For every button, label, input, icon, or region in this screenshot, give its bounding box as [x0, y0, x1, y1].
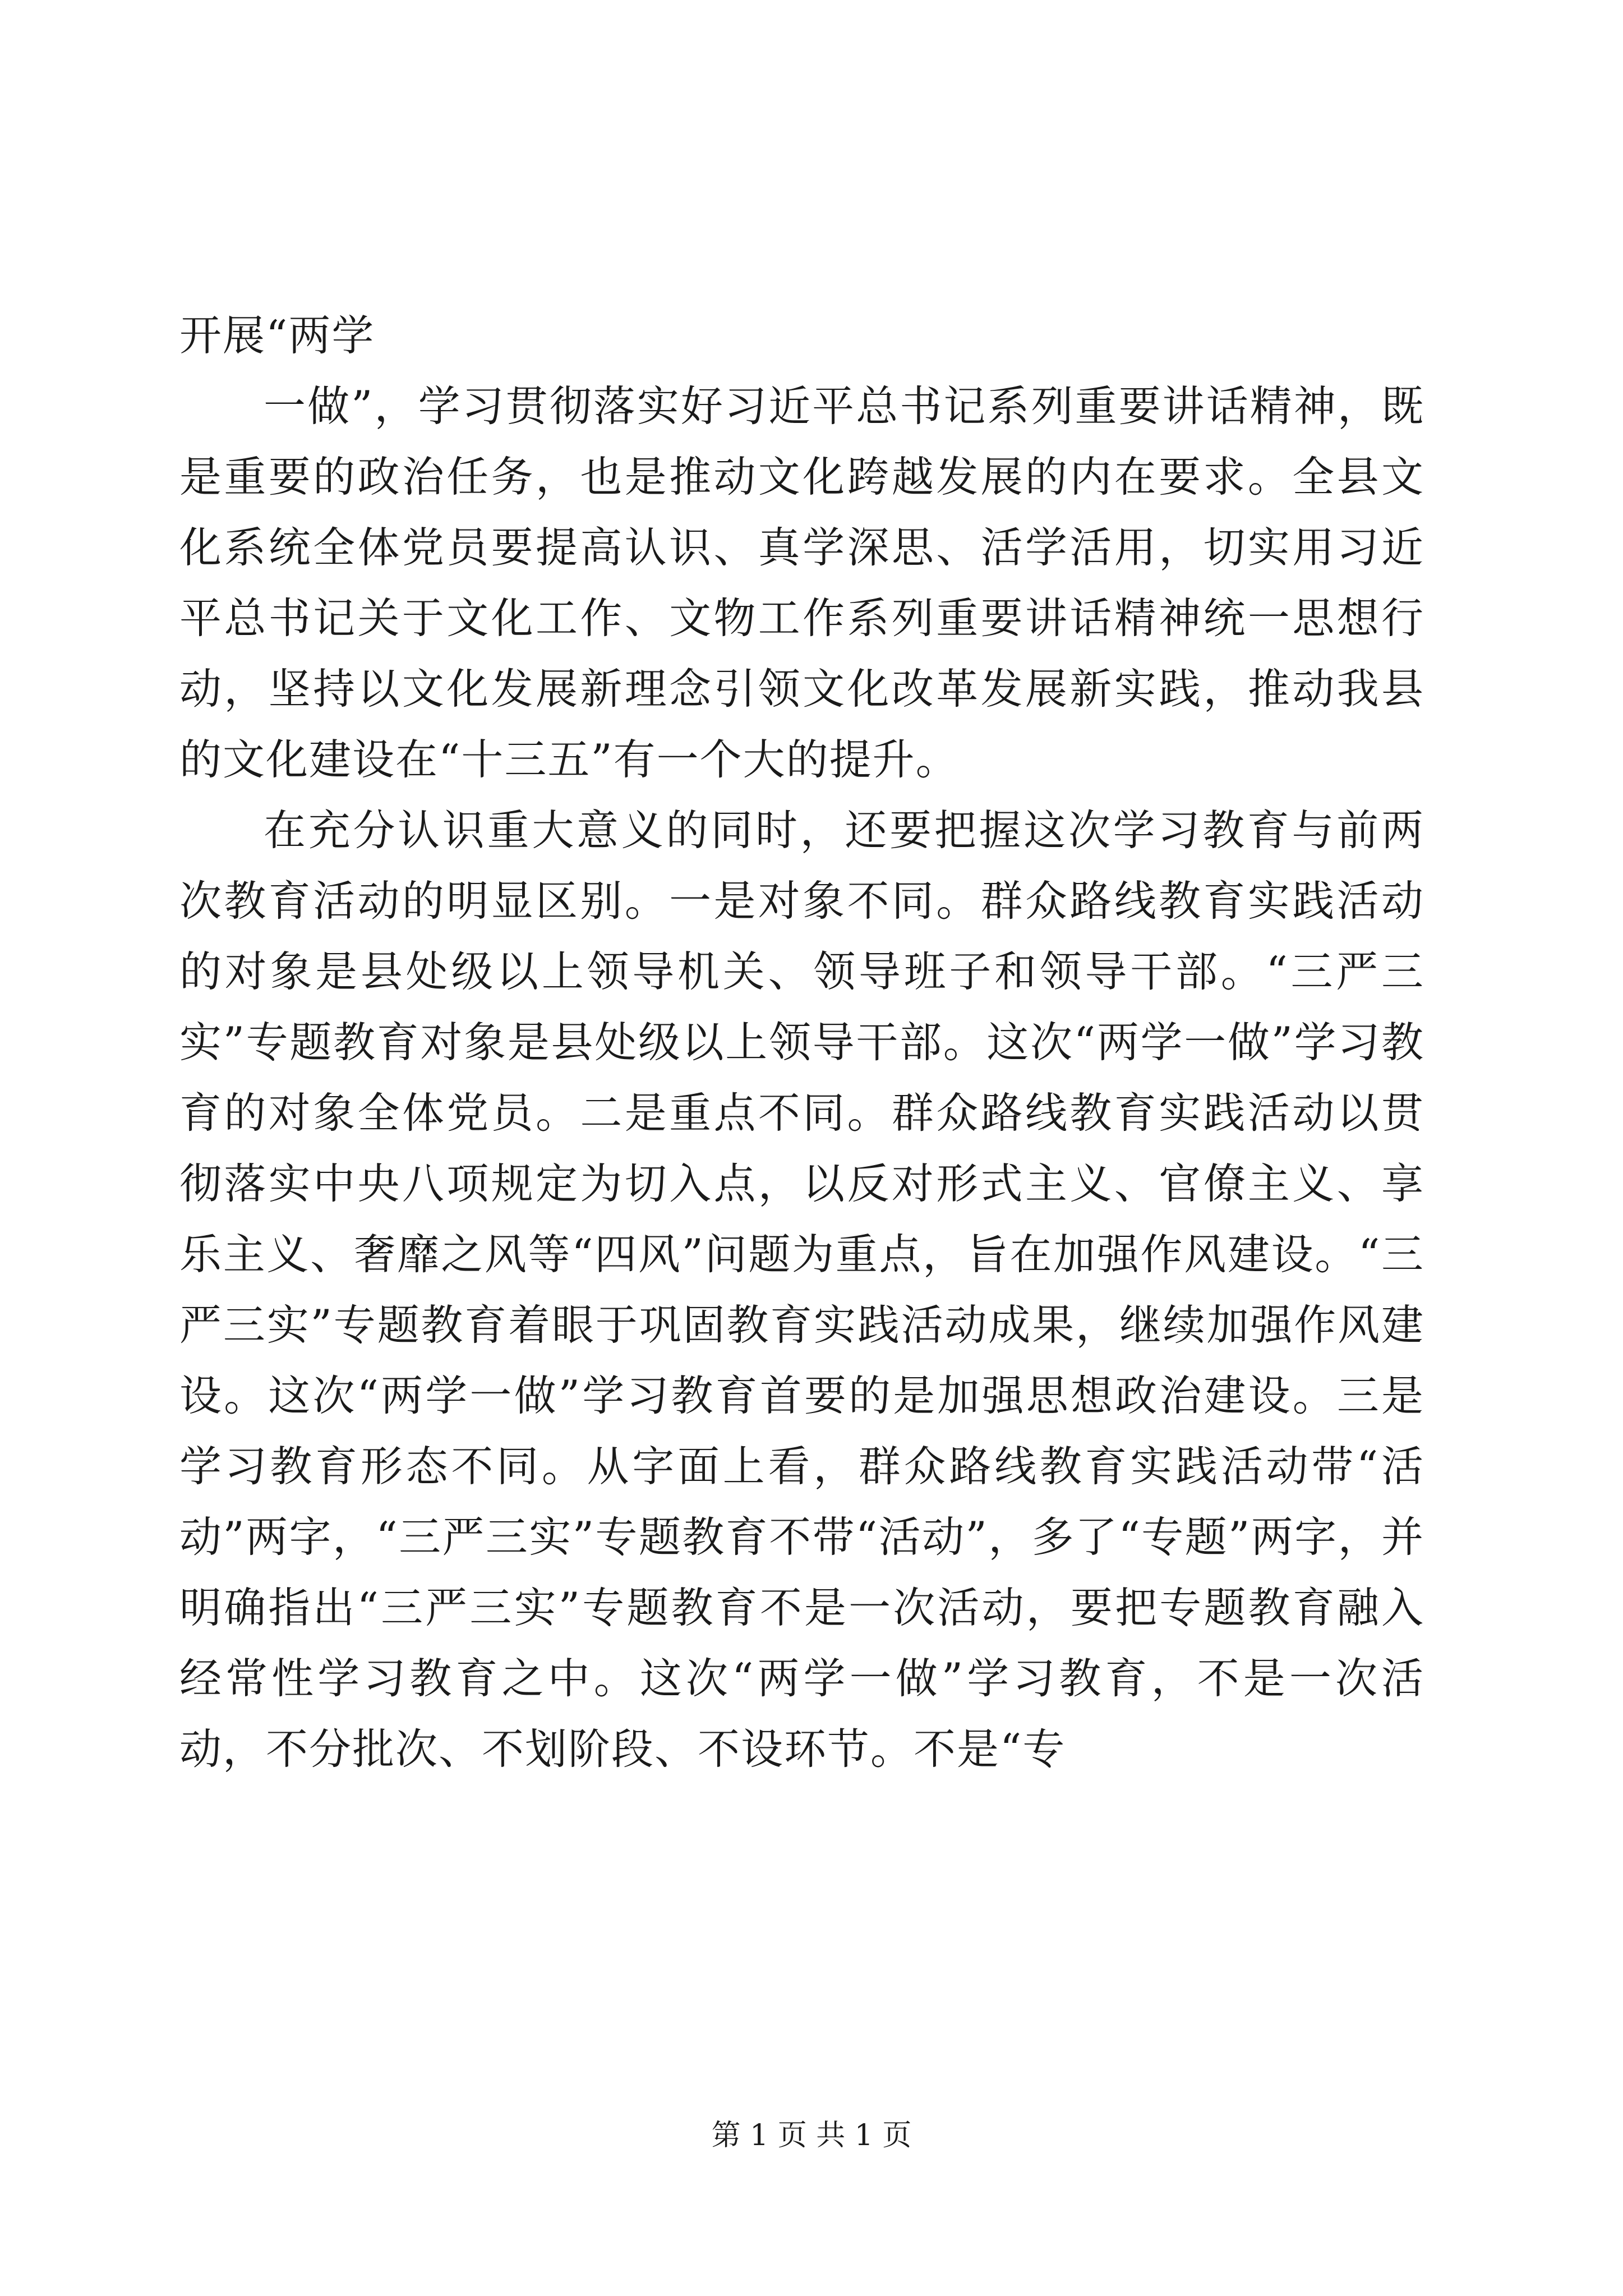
document-body	[179, 300, 1424, 1784]
paragraph-2: 在充分认识重大意义的同时，还要把握这次学习教育与前两次教育活动的明显区别。一是对象不同。群众路线教育实践活动的对象是县处级以上领导机关、领导班子和领导干部。“三严三实”专题教育对象是县处级以上领导干部。这次“两学一做”学习教育的对象全体党员。二是重点不同。群众路线教育实践活动以贯彻落实中央八项规定为切入点，以反对形式主义、官僚主义、享乐主义、奢靡之风等“四风”问题为重点，旨在加强作风建设。“三严三实”专题教育着眼于巩固教育实践活动成果，继续加强作风建设。这次“两学一做”学习教育首要的是加强思想政治建设。三是学习教育形态不同。从字面上看，群众路线教育实践活动带“活动”两字，“三严三实”专题教育不带“活动”，多了“专题”两字，并明确指出“三严三实”专题教育不是一次活动，要把专题教育融入经常性学习教育之中。这次“两学一做”学习教育，不是一次活动，不分批次、不划阶段、不设环节。不是“专	[179, 806, 1424, 1774]
document-heading: 开展“两学	[179, 311, 375, 360]
paragraph-1: 一做”，学习贯彻落实好习近平总书记系列重要讲话精神，既是重要的政治任务，也是推动文化跨越发展的内在要求。全县文化系统全体党员要提高认识、真学深思、活学活用，切实用习近平总书记关于文化工作、文物工作系列重要讲话精神统一思想行动，坚持以文化发展新理念引领文化改革发展新实践，推动我县的文化建设在“十三五”有一个大的提升。	[179, 381, 1424, 784]
page-footer: 第 1 页 共 1 页	[711, 2119, 912, 2152]
